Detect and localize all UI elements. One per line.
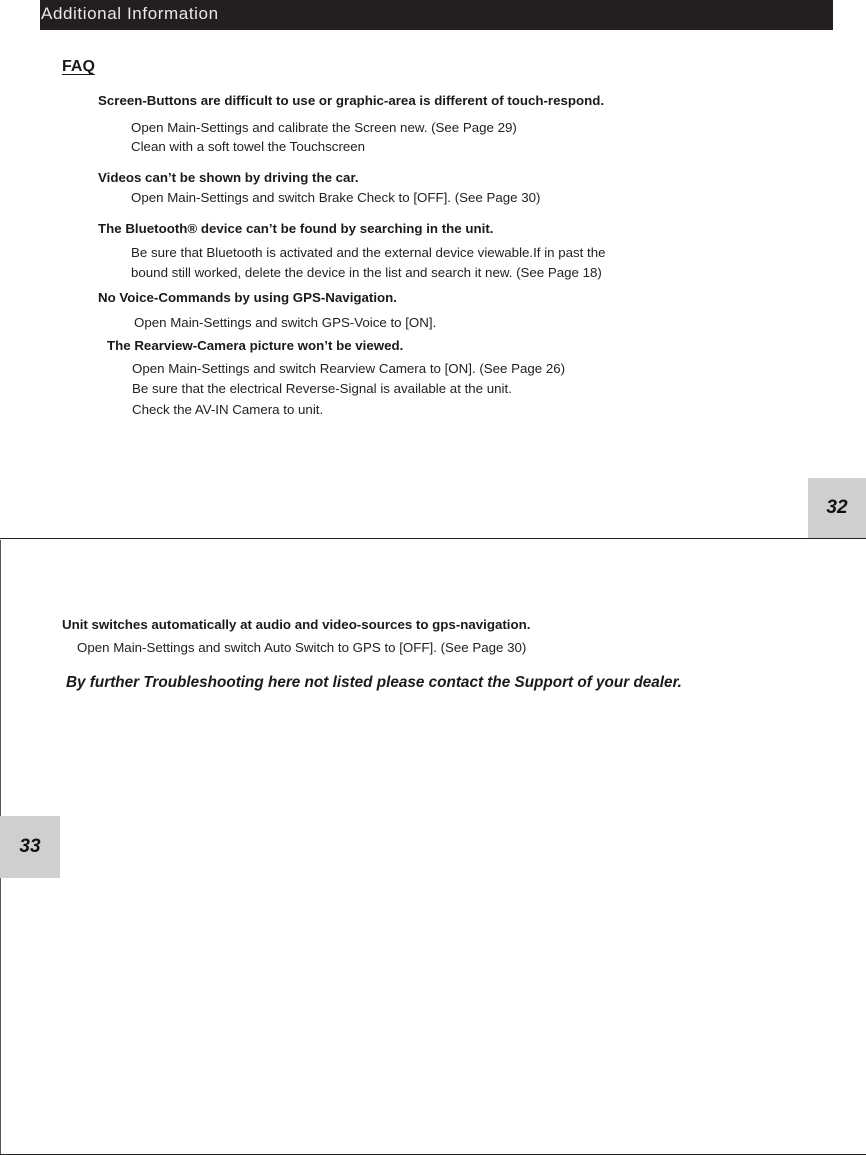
faq-question-3: The Bluetooth® device can’t be found by searching in the unit. bbox=[98, 221, 494, 236]
faq-question-6: Unit switches automatically at audio and video-sources to gps-navigation. bbox=[62, 617, 531, 632]
faq-question-2: Videos can’t be shown by driving the car. bbox=[98, 170, 359, 185]
faq-answer-1-1: Open Main-Settings and calibrate the Screen new. (See Page 29) bbox=[131, 120, 517, 135]
faq-answer-6-1: Open Main-Settings and switch Auto Switch to GPS to [OFF]. (See Page 30) bbox=[77, 640, 527, 655]
faq-question-4: No Voice-Commands by using GPS-Navigation. bbox=[98, 290, 397, 305]
faq-heading: FAQ bbox=[62, 58, 95, 75]
page-number-32: 32 bbox=[808, 478, 866, 538]
faq-answer-5-3: Check the AV-IN Camera to unit. bbox=[132, 402, 324, 417]
support-note: By further Troubleshooting here not listed please contact the Support of your dealer. bbox=[66, 674, 682, 691]
faq-answer-5-1: Open Main-Settings and switch Rearview Camera to [ON]. (See Page 26) bbox=[132, 361, 566, 376]
faq-answer-3-1: Be sure that Bluetooth is activated and the external device viewable.If in past the bbox=[131, 245, 606, 260]
faq-answer-4-1: Open Main-Settings and switch GPS-Voice to [ON]. bbox=[134, 315, 437, 330]
faq-answer-1-2: Clean with a soft towel the Touchscreen bbox=[131, 139, 366, 154]
page-32 bbox=[0, 0, 866, 539]
page-number-33: 33 bbox=[0, 816, 60, 878]
page-divider bbox=[0, 538, 866, 539]
faq-answer-5-2: Be sure that the electrical Reverse-Signal is available at the unit. bbox=[132, 381, 512, 396]
faq-answer-2-1: Open Main-Settings and switch Brake Check to [OFF]. (See Page 30) bbox=[131, 190, 541, 205]
page-33 bbox=[0, 540, 866, 1155]
faq-question-1: Screen-Buttons are difficult to use or graphic-area is different of touch-respond. bbox=[98, 93, 605, 108]
faq-question-5: The Rearview-Camera picture won’t be viewed. bbox=[107, 338, 404, 353]
faq-answer-3-2: bound still worked, delete the device in the list and search it new. (See Page 18) bbox=[131, 265, 602, 280]
section-title: Additional Information bbox=[41, 4, 219, 23]
